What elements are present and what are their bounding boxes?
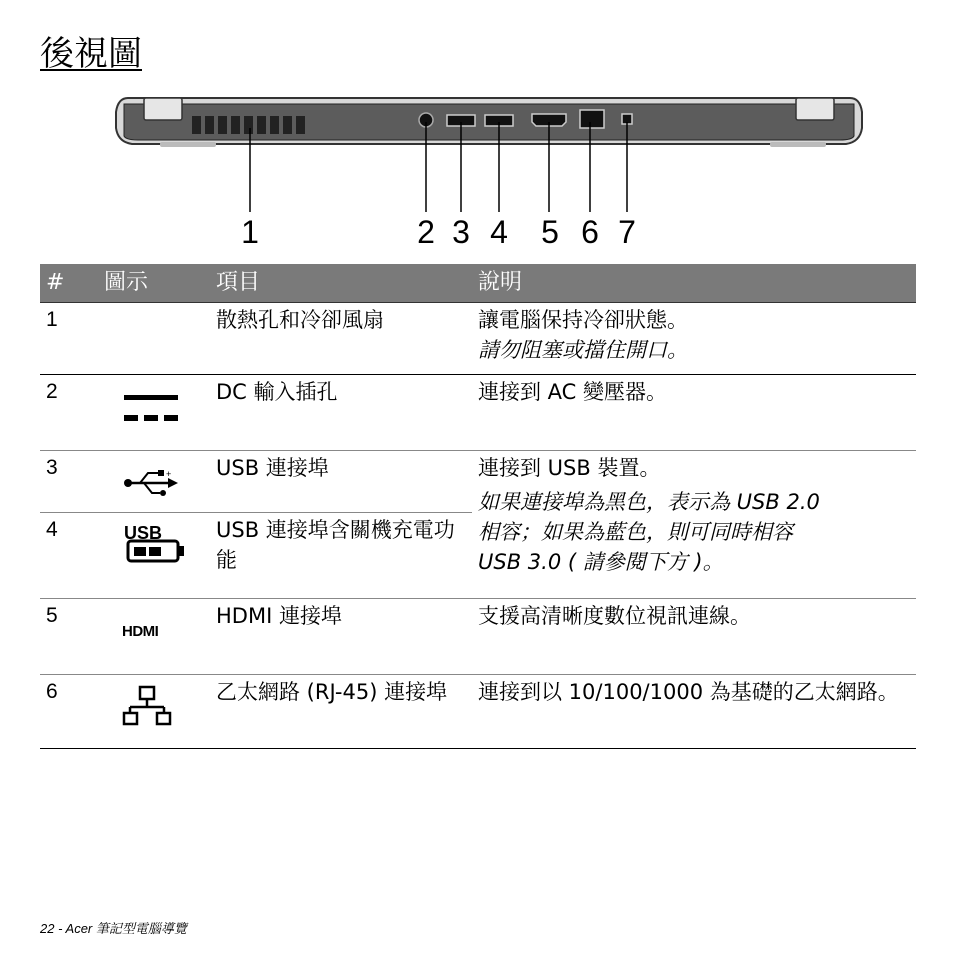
- row-icon-empty: [98, 303, 210, 375]
- description-note: 請勿阻塞或擋住開口。: [478, 338, 688, 362]
- header-item: 項目: [210, 264, 472, 303]
- row-description: [472, 451, 916, 599]
- hdmi-icon: [122, 621, 182, 641]
- usb-icon: [122, 467, 180, 497]
- description-note-line: USB 3.0 ( 請參閱下方 )。: [478, 550, 724, 574]
- row-description: 支援高清晰度數位視訊連線。: [472, 599, 916, 675]
- header-number: #: [40, 264, 98, 303]
- row-number: 2: [40, 375, 98, 451]
- row-number: 1: [40, 303, 98, 375]
- row-description: 連接到 AC 變壓器。: [472, 375, 916, 451]
- table-row: [40, 451, 916, 513]
- ethernet-icon: [122, 685, 174, 727]
- row-number: 3: [40, 451, 98, 513]
- table-row: [40, 375, 916, 451]
- table-row: [40, 599, 916, 675]
- row-icon: [98, 513, 210, 599]
- row-item: 乙太網路 (RJ-45) 連接埠: [210, 675, 472, 749]
- row-item: DC 輸入插孔: [210, 375, 472, 451]
- svg-text:+: +: [166, 469, 172, 479]
- row-icon: [98, 451, 210, 513]
- row-number: 6: [40, 675, 98, 749]
- row-item: 散熱孔和冷卻風扇: [210, 303, 472, 375]
- page-title: 後視圖: [40, 34, 142, 74]
- description-note-line: 如果連接埠為黑色，表示為 USB 2.0: [478, 490, 820, 514]
- page-footer: 22 - Acer 筆記型電腦導覽: [40, 921, 187, 936]
- callout-3: 3: [452, 214, 470, 250]
- header-description: 說明: [472, 264, 916, 303]
- callout-1: 1: [241, 214, 259, 250]
- row-item: HDMI 連接埠: [210, 599, 472, 675]
- row-icon: [98, 675, 210, 749]
- callout-7: 7: [618, 214, 636, 250]
- row-description: 連接到以 10/100/1000 為基礎的乙太網路。: [472, 675, 916, 749]
- row-item: USB 連接埠: [210, 451, 472, 513]
- usb-charging-icon: [122, 521, 188, 565]
- laptop-rear-view-figure: [0, 88, 954, 258]
- table-row: [40, 675, 916, 749]
- callout-2: 2: [417, 214, 435, 250]
- row-item: USB 連接埠含關機充電功能: [210, 513, 472, 599]
- row-icon: [98, 375, 210, 451]
- table-row: [40, 303, 916, 375]
- row-icon: [98, 599, 210, 675]
- vent-slots: [192, 116, 305, 134]
- row-number: 5: [40, 599, 98, 675]
- callout-6: 6: [581, 214, 599, 250]
- callout-5: 5: [541, 214, 559, 250]
- description-text: 連接到 USB 裝置。: [478, 456, 661, 480]
- description-text: 讓電腦保持冷卻狀態。: [478, 308, 688, 332]
- row-number: 4: [40, 513, 98, 599]
- table-header-row: [40, 264, 916, 303]
- laptop-rear-illustration: [0, 88, 954, 258]
- header-icon: 圖示: [98, 264, 210, 303]
- svg-text:HDMI: HDMI: [122, 623, 159, 640]
- dc-in-icon: [122, 391, 180, 425]
- description-note-line: 相容；如果為藍色，則可同時相容: [478, 520, 793, 544]
- svg-text:USB: USB: [124, 523, 163, 543]
- callout-4: 4: [490, 214, 508, 250]
- ports-table: [40, 264, 916, 749]
- row-description: [472, 303, 916, 375]
